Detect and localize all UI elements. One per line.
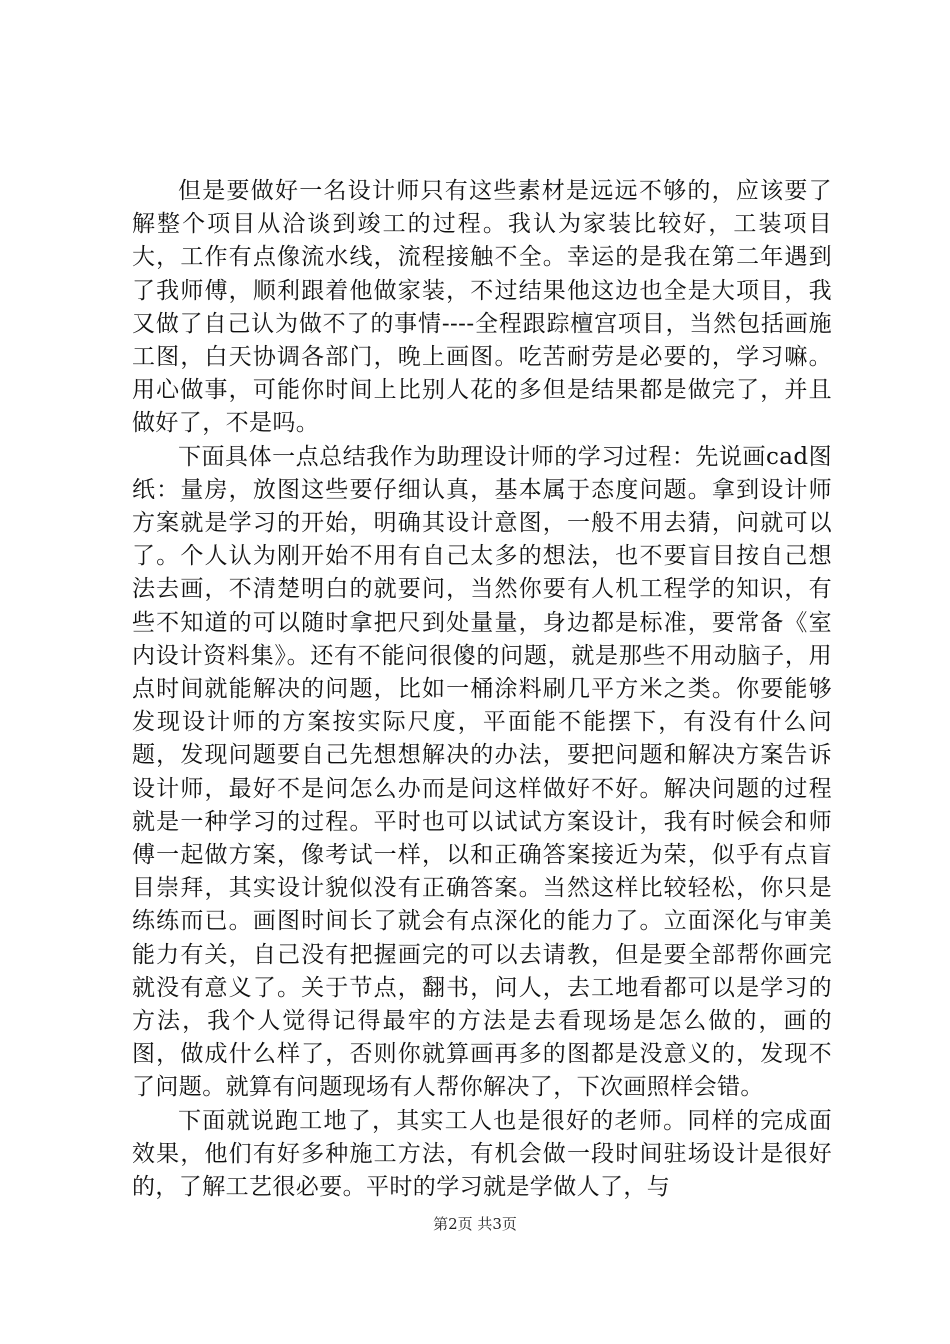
paragraph-2: 下面具体一点总结我作为助理设计师的学习过程：先说画cad图纸：量房，放图这些要仔细认真，基本属于态度问题。拿到设计师方案就是学习的开始，明确其设计意图，一般不用去猜，问就可以了。个人认为刚开始不用有自己太多的想法，也不要盲目按自己想法去画，不清楚明白的就要问，当然你要有人机工程学的知识，有些不知道的可以随时拿把尺到处量量，身边都是标准，要常备《室内设计资料集》。还有不能问很傻的问题，就是那些不用动脑子，用点时间就能解决的问题，比如一桶涂料刷几平方米之类。你要能够发现设计师的方案按实际尺度，平面能不能摆下，有没有什么问题，发现问题要自己先想想解决的办法，要把问题和解决方案告诉设计师，最好不是问怎么办而是问这样做好不好。解决问题的过程就是一种学习的过程。平时也可以试试方案设计，我有时候会和师傅一起做方案，像考试一样，以和正确答案接近为荣，似乎有点盲目崇拜，其实设计貌似没有正确答案。当然这样比较轻松，你只是练练而已。画图时间长了就会有点深化的能力了。立面深化与审美能力有关，自己没有把握画完的可以去请教，但是要全部帮你画完就没有意义了。关于节点，翻书，问人，去工地看都可以是学习的方法，我个人觉得记得最牢的方法是去看现场是怎么做的，画的图，做成什么样了，否则你就算画再多的图都是没意义的，发现不了问题。就算有问题现场有人帮你解决了，下次画照样会错。: [132, 443, 832, 1101]
document-body: [132, 175, 832, 1204]
paragraph-3: 下面就说跑工地了，其实工人也是很好的老师。同样的完成面效果，他们有好多种施工方法，有机会做一段时间驻场设计是很好的，了解工艺很必要。平时的学习就是学做人了，与: [132, 1107, 832, 1201]
paragraph-1: 但是要做好一名设计师只有这些素材是远远不够的，应该要了解整个项目从洽谈到竣工的过程。我认为家装比较好，工装项目大，工作有点像流水线，流程接触不全。幸运的是我在第二年遇到了我师傅，顺利跟着他做家装，不过结果他这边也全是大项目，我又做了自己认为做不了的事情----全程跟踪檀宫项目，当然包括画施工图，白天协调各部门，晚上画图。吃苦耐劳是必要的，学习嘛。用心做事，可能你时间上比别人花的多但是结果都是做完了，并且做好了，不是吗。: [132, 178, 832, 437]
page-footer: 第2页 共3页: [433, 1215, 517, 1233]
